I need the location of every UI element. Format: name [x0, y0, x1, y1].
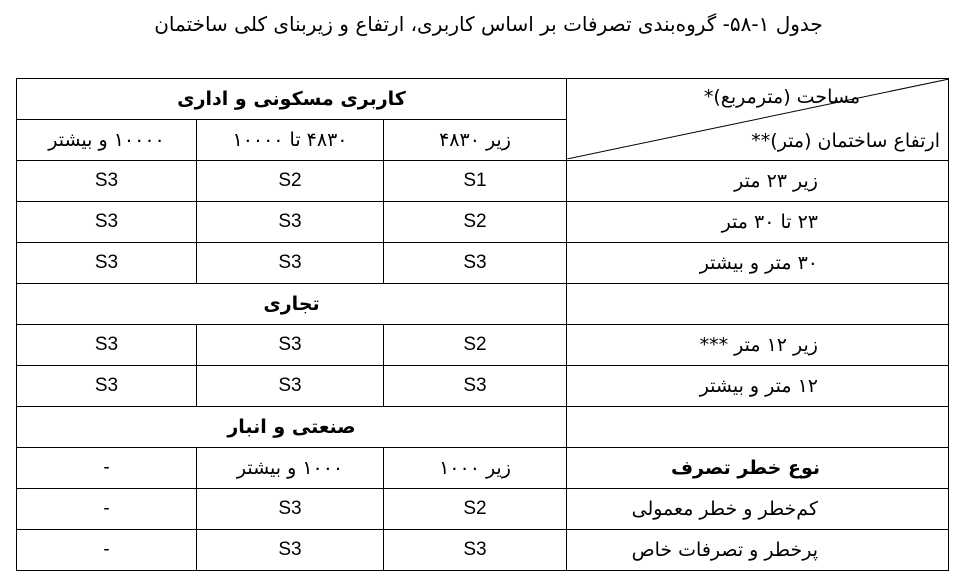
row-label: ۲۳ تا ۳۰ متر — [567, 202, 949, 243]
row-label: ۳۰ متر و بیشتر — [567, 243, 949, 284]
table-caption: جدول ۱-۵۸- گروه‌بندی تصرفات بر اساس کاربری، ارتفاع و زیربنای کلی ساختمان — [154, 12, 823, 36]
hazard-type-label: نوع خطر تصرف — [567, 448, 949, 489]
cell-c1: S3 — [384, 530, 567, 571]
row-label: زیر ۲۳ متر — [567, 161, 949, 202]
height-axis-label: ارتفاع ساختمان (متر)** — [751, 130, 940, 152]
empty-cell — [567, 407, 949, 448]
row-label: پرخطر و تصرفات خاص — [567, 530, 949, 571]
row-label: کم‌خطر و خطر معمولی — [567, 489, 949, 530]
table-row — [17, 243, 949, 284]
cell-c3: S3 — [17, 161, 197, 202]
industrial-header-row — [17, 448, 949, 489]
section-row-commercial — [17, 284, 949, 325]
cell-c2: ۱۰۰۰ و بیشتر — [197, 448, 384, 489]
area-axis-label: مساحت (مترمربع)* — [703, 86, 860, 108]
cell-c2: S3 — [197, 489, 384, 530]
col-header-3: ۱۰۰۰۰ و بیشتر — [17, 120, 197, 161]
table-row — [17, 202, 949, 243]
cell-c1: S1 — [384, 161, 567, 202]
section-row-industrial — [17, 407, 949, 448]
cell-c1: S2 — [384, 202, 567, 243]
cell-c2: S3 — [197, 366, 384, 407]
cell-c2: S3 — [197, 243, 384, 284]
row-label: زیر ۱۲ متر *** — [567, 325, 949, 366]
cell-c1: زیر ۱۰۰۰ — [384, 448, 567, 489]
cell-c2: S3 — [197, 202, 384, 243]
cell-c3: S3 — [17, 202, 197, 243]
table-row — [17, 161, 949, 202]
cell-c1: S3 — [384, 366, 567, 407]
table-row — [17, 489, 949, 530]
col-header-1: زیر ۴۸۳۰ — [384, 120, 567, 161]
cell-c2: S3 — [197, 530, 384, 571]
industrial-group-title: صنعتی و انبار — [17, 407, 567, 448]
cell-c3: - — [17, 489, 197, 530]
cell-c1: S2 — [384, 489, 567, 530]
cell-c3: S3 — [17, 325, 197, 366]
cell-c2: S2 — [197, 161, 384, 202]
table-row — [17, 366, 949, 407]
row-label: ۱۲ متر و بیشتر — [567, 366, 949, 407]
occupancy-classification-table — [16, 78, 949, 571]
cell-c3: - — [17, 530, 197, 571]
residential-group-title: کاربری مسکونی و اداری — [17, 79, 567, 120]
col-header-2: ۴۸۳۰ تا ۱۰۰۰۰ — [197, 120, 384, 161]
corner-diagonal-header — [567, 79, 949, 161]
header-row-1 — [17, 79, 949, 120]
cell-c3: - — [17, 448, 197, 489]
cell-c3: S3 — [17, 366, 197, 407]
commercial-group-title: تجاری — [17, 284, 567, 325]
cell-c2: S3 — [197, 325, 384, 366]
cell-c3: S3 — [17, 243, 197, 284]
cell-c1: S2 — [384, 325, 567, 366]
table-row — [17, 325, 949, 366]
empty-cell — [567, 284, 949, 325]
cell-c1: S3 — [384, 243, 567, 284]
table-row — [17, 530, 949, 571]
